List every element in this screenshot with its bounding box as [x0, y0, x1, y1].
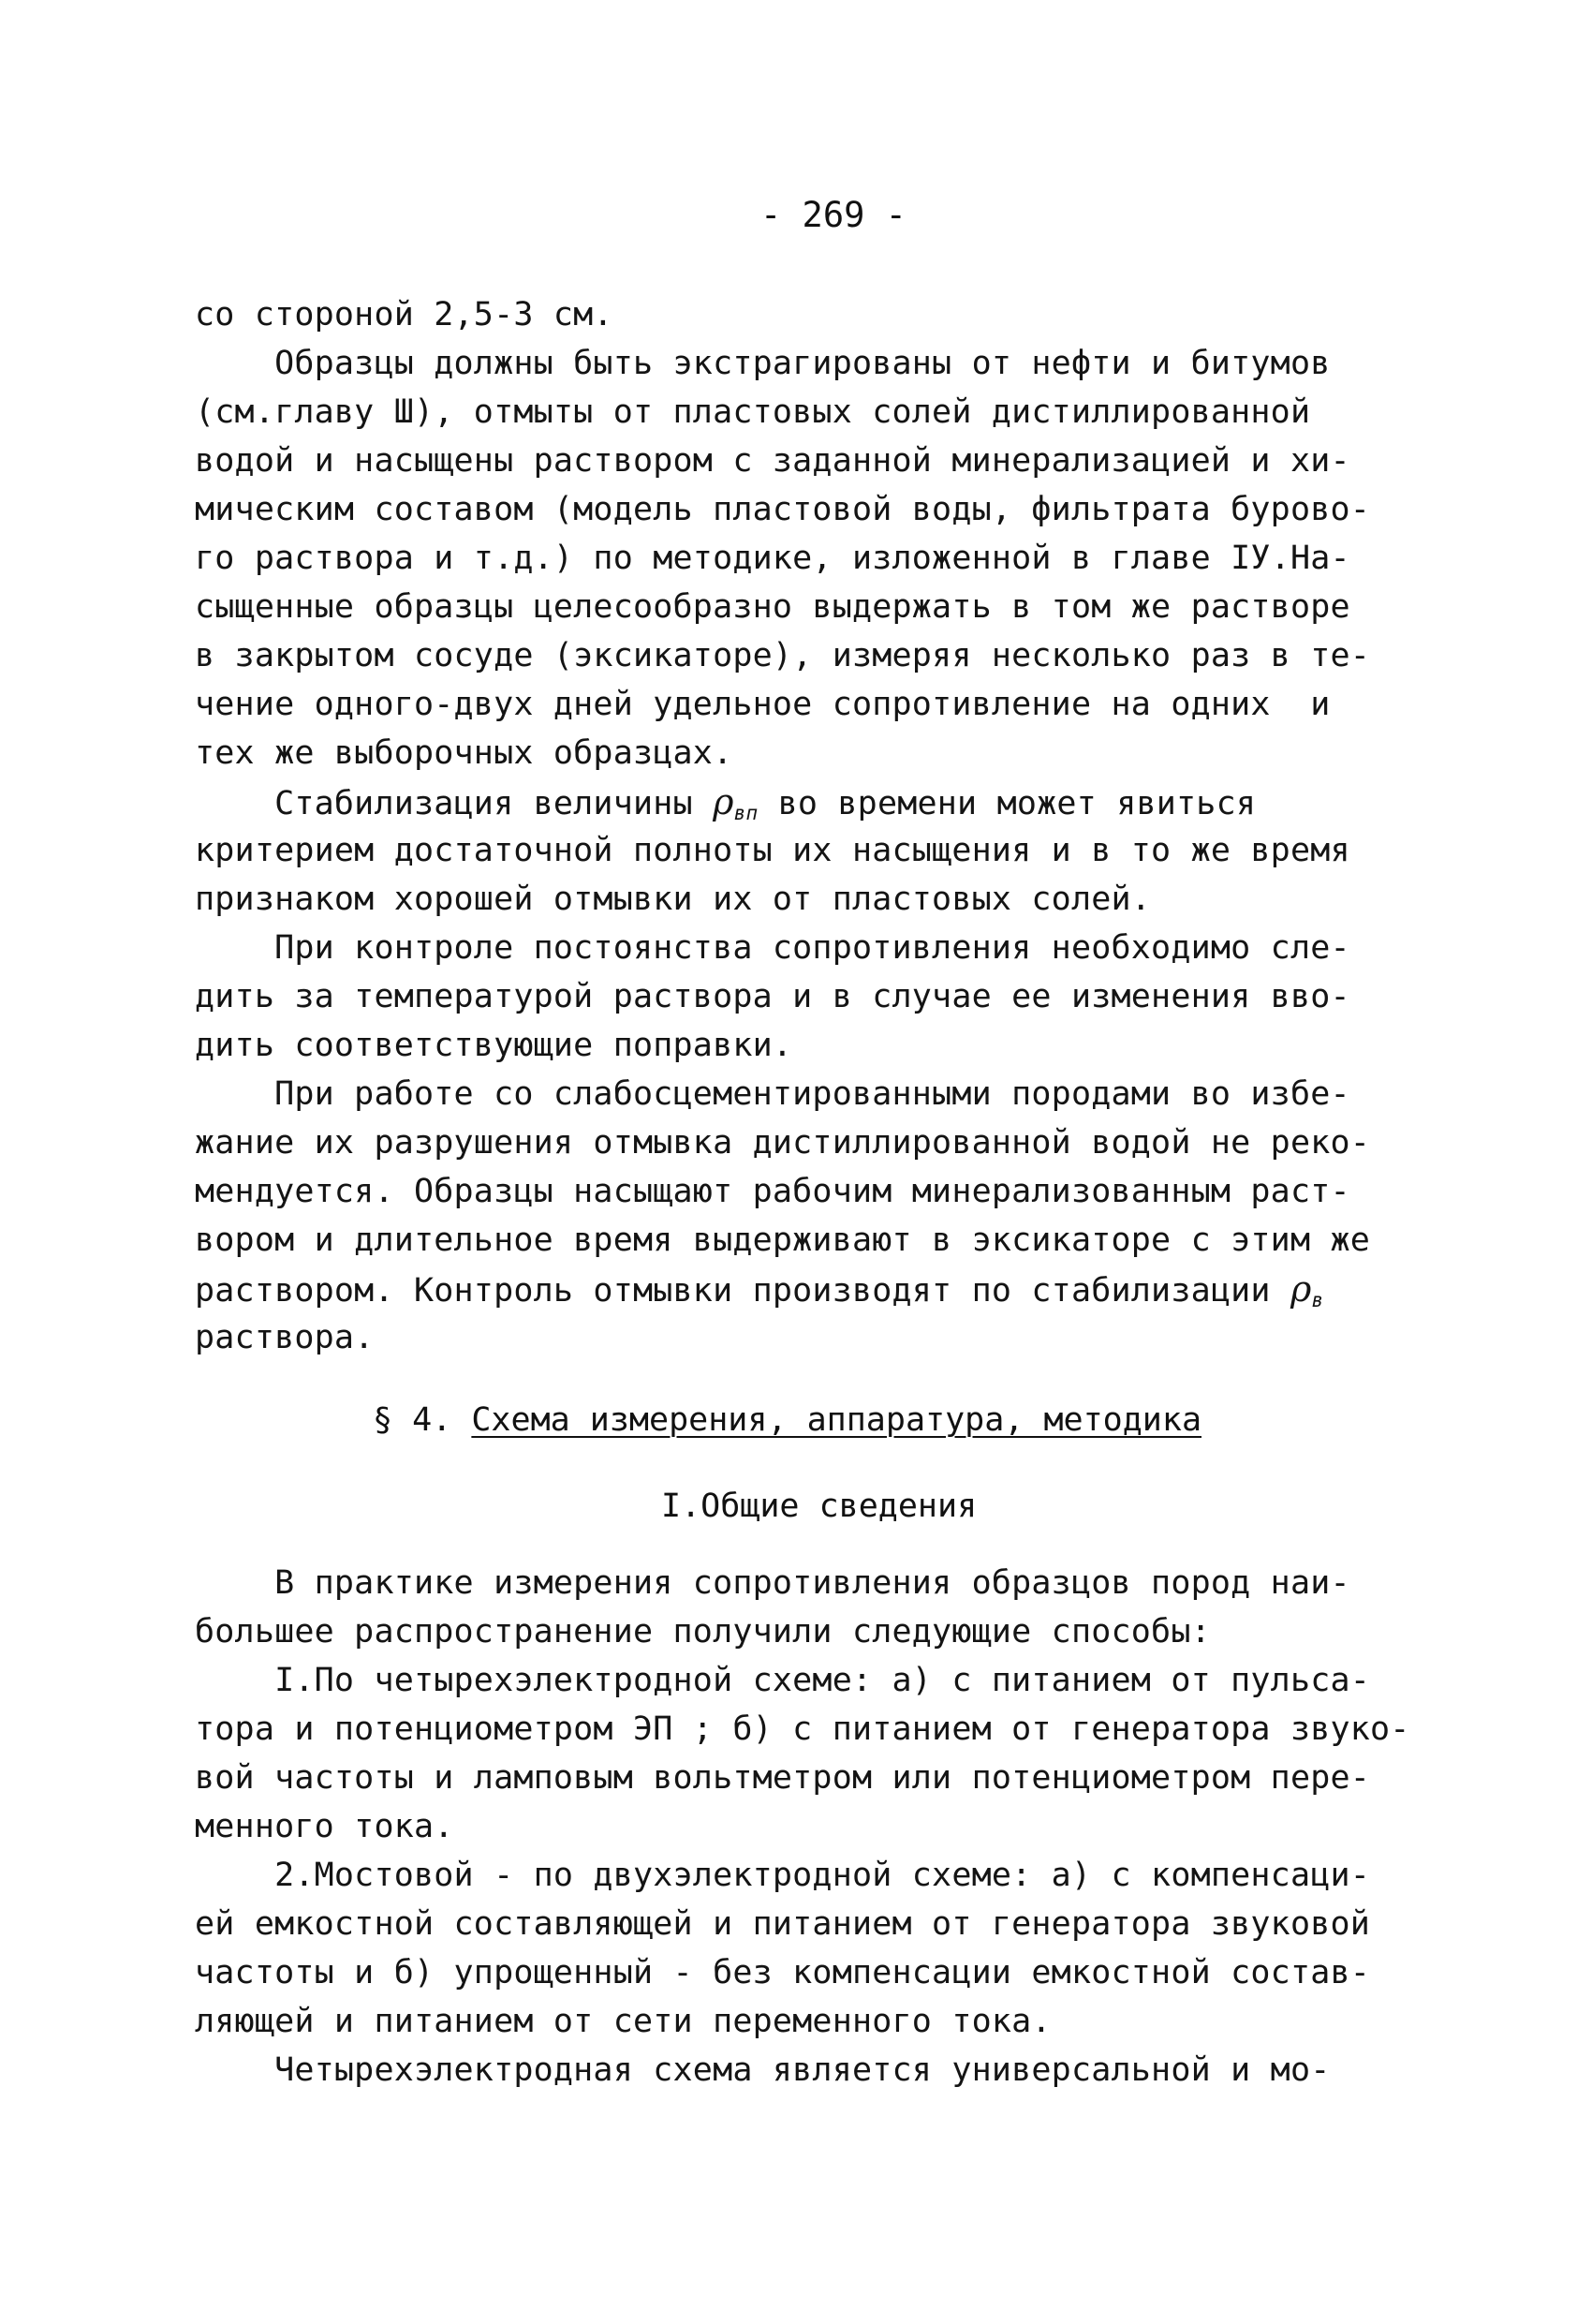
text-line: Образцы должны быть экстрагированы от нефти и битумов: [195, 345, 1331, 382]
rho-symbol: ρ: [713, 781, 734, 822]
text-line: ей емкостной составляющей и питанием от генератора звуковой: [195, 1905, 1371, 1943]
section-symbol: § 4.: [373, 1401, 472, 1439]
text-line: жание их разрушения отмывка дистиллированной водой не реко-: [195, 1124, 1371, 1162]
text-line: I.По четырехэлектродной схеме: а) с питанием от пульса-: [195, 1662, 1371, 1699]
text-line: критерием достаточной полноты их насыщения и в то же время: [195, 832, 1350, 869]
section-heading: [373, 1396, 1201, 1444]
rho-subscript: вп: [733, 802, 759, 824]
text-line: тех же выборочных образцах.: [195, 734, 733, 772]
text-line: мендуется. Образцы насыщают рабочим минерализованным раст-: [195, 1173, 1350, 1210]
text-line: менного тока.: [195, 1808, 454, 1845]
text-line: вором и длительное время выдерживают в эксикаторе с этим же: [195, 1221, 1371, 1259]
text-line: ляющей и питанием от сети переменного тока.: [195, 2003, 1052, 2040]
text-line: Четырехэлектродная схема является универсальной и мо-: [195, 2051, 1331, 2089]
text-line: (см.главу Ш), отмыты от пластовых солей дистиллированной: [195, 393, 1311, 431]
text-fragment: Стабилизация величины: [195, 785, 714, 822]
text-line: мическим составом (модель пластовой воды, фильтрата бурово-: [195, 491, 1371, 528]
text-line: го раствора и т.д.) по методике, изложенной в главе IУ.На-: [195, 540, 1350, 577]
text-line: 2.Мостовой - по двухэлектродной схеме: а) с компенсаци-: [195, 1857, 1371, 1894]
text-line: тора и потенциометром ЭП ; б) с питанием от генератора звуко-: [195, 1710, 1410, 1748]
text-line: со стороной 2,5-3 см.: [195, 296, 613, 333]
text-line: вой частоты и ламповым вольтметром или потенциометром пере-: [195, 1759, 1371, 1797]
text-line: водой и насыщены раствором с заданной минерализацией и хи-: [195, 442, 1350, 480]
text-line: признаком хорошей отмывки их от пластовых солей.: [195, 881, 1152, 918]
text-line: дить за температурой раствора и в случае ее изменения вво-: [195, 978, 1350, 1015]
text-line: частоты и б) упрощенный - без компенсации емкостной состав-: [195, 1954, 1371, 1991]
text-line: раствора.: [195, 1319, 375, 1356]
rho-symbol: ρ: [1290, 1268, 1312, 1310]
text-line: В практике измерения сопротивления образцов пород наи-: [195, 1564, 1350, 1602]
subheading: I.Общие сведения: [661, 1488, 978, 1525]
text-line: сыщенные образцы целесообразно выдержать в том же растворе: [195, 588, 1350, 626]
text-line: При контроле постоянства сопротивления необходимо сле-: [195, 929, 1350, 967]
rho-subscript: в: [1311, 1289, 1324, 1311]
text-line: большее распространение получили следующие способы:: [195, 1613, 1211, 1650]
text-line: чение одного-двух дней удельное сопротивление на одних и: [195, 686, 1331, 723]
text-fragment: во времени может явиться: [758, 785, 1257, 822]
text-fragment: раствором. Контроль отмывки производят по стабилизации: [195, 1272, 1290, 1310]
section-title: Схема измерения, аппаратура, методика: [471, 1401, 1202, 1439]
text-line: в закрытом сосуде (эксикаторе), измеряя несколько раз в те-: [195, 637, 1371, 674]
text-line: дить соответствующие поправки.: [195, 1027, 793, 1064]
text-line: При работе со слабосцементированными породами во избе-: [195, 1075, 1350, 1113]
page-number: - 269 -: [760, 195, 907, 235]
